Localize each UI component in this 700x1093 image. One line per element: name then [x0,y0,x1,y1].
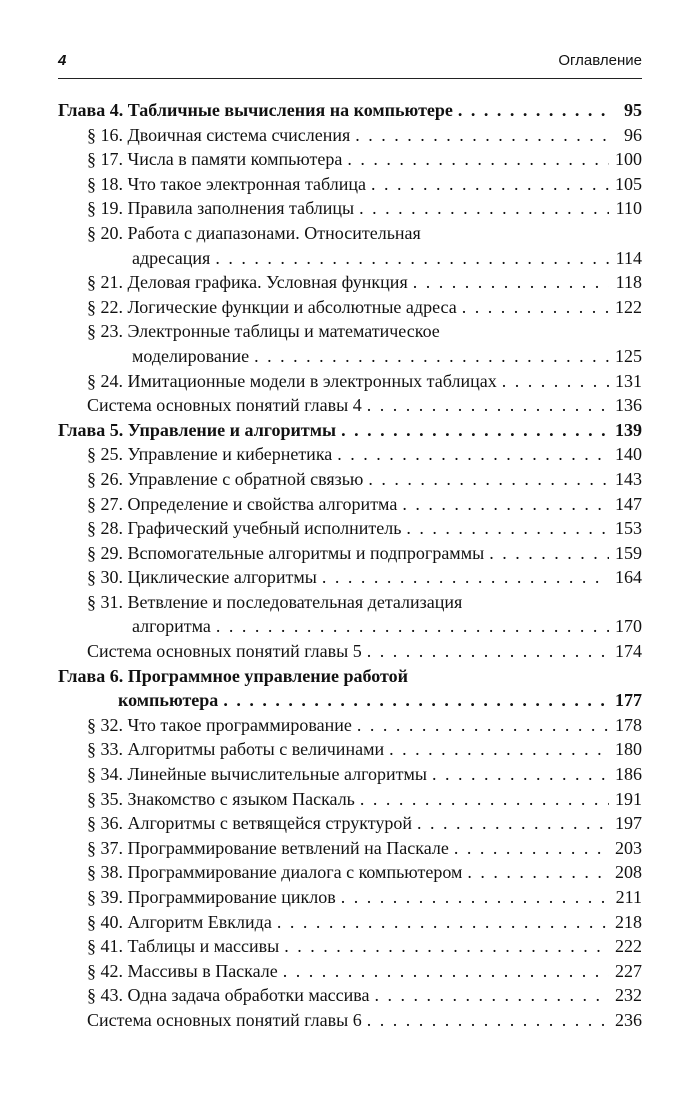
toc-entry-title: § 30. Циклические алгоритмы [87,567,317,588]
toc-entry-title: § 19. Правила заполнения таблицы [87,198,355,219]
dot-leader [322,565,609,590]
header-rule [58,78,642,79]
toc-entry-para [58,885,642,910]
dot-leader [458,98,609,123]
dot-leader [254,344,609,369]
toc-entry-title: § 34. Линейные вычислительные алгоритмы [87,764,428,785]
toc-entry-title: § 29. Вспомогательные алгоритмы и подпрограммы [87,542,485,563]
toc-entry-title: § 43. Одна задача обработки массива [87,985,370,1006]
toc-entry-title: § 18. Что такое электронная таблица [87,173,366,194]
toc-entry-para [58,270,642,295]
page-number: 4 [58,52,67,69]
toc-entry-title: § 22. Логические функции и абсолютные адреса [87,296,457,317]
dot-leader [368,467,609,492]
toc-entry-page-number: 125 [615,345,642,366]
toc-entry-title: § 25. Управление и кибернетика [87,444,333,465]
toc-entry-title: адресация [132,247,211,268]
toc-entry-para [58,221,642,270]
toc-entry-title: § 35. Знакомство с языком Паскаль [87,788,355,809]
dot-leader [454,836,609,861]
toc-entry-para [58,836,642,861]
toc-entry-para [58,860,642,885]
toc-entry-page-number: 170 [615,616,642,637]
toc-entry-page-number: 147 [615,493,642,514]
table-of-contents [58,98,642,1033]
toc-entry-para [58,295,642,320]
running-title: Оглавление [558,52,642,69]
toc-entry-page-number: 227 [615,960,642,981]
dot-leader [359,196,609,221]
toc-entry-title: § 40. Алгоритм Евклида [87,911,272,932]
toc-entry-title: § 24. Имитационные модели в электронных таблицах [87,370,497,391]
toc-entry-para [58,319,642,368]
dot-leader [502,369,609,394]
toc-entry-title: § 17. Числа в памяти компьютера [87,149,343,170]
toc-entry-para [58,541,642,566]
toc-entry-page-number: 177 [615,690,642,711]
toc-entry-title: § 38. Программирование диалога с компьютером [87,862,463,883]
dot-leader [337,442,609,467]
dot-leader [467,860,609,885]
toc-entry-title: § 39. Программирование циклов [87,887,336,907]
toc-entry-title: Система основных понятий главы 4 [87,395,362,416]
toc-entry-page-number: 180 [615,739,642,760]
dot-leader [375,983,609,1008]
toc-entry-page-number: 197 [615,813,642,834]
toc-entry-para [58,565,642,590]
dot-leader [417,811,609,836]
toc-entry-page-number: 96 [624,124,642,145]
toc-entry-para [58,442,642,467]
toc-entry-title: § 20. Работа с диапазонами. Относительная [87,222,421,243]
toc-entry-page-number: 186 [615,764,642,785]
toc-entry-title: § 33. Алгоритмы работы с величинами [87,739,385,760]
toc-entry-title: Глава 6. Программное управление работой [58,665,409,686]
toc-entry-para [58,196,642,221]
toc-entry-para [58,516,642,541]
toc-entry-page-number: 100 [615,149,642,170]
toc-entry-page-number: 105 [615,173,642,194]
toc-entry-page-number: 174 [615,641,642,662]
dot-leader [406,516,609,541]
toc-entry-page-number: 95 [624,100,642,120]
toc-entry-para [58,934,642,959]
dot-leader [402,492,609,517]
dot-leader [347,147,609,172]
toc-entry-para [58,762,642,787]
toc-entry-para [58,787,642,812]
toc-entry-para [58,737,642,762]
dot-leader [367,393,609,418]
toc-entry-page-number: 191 [615,788,642,809]
toc-entry-title: Глава 5. Управление и алгоритмы [58,419,337,440]
toc-entry-page-number: 122 [615,296,642,317]
dot-leader [489,541,609,566]
toc-entry-para [58,910,642,935]
dot-leader [367,639,609,664]
toc-entry-title: § 23. Электронные таблицы и математическое [87,321,440,342]
toc-entry-title: компьютера [118,690,219,711]
toc-entry-title: § 27. Определение и свойства алгоритма [87,493,398,514]
toc-entry-para [58,492,642,517]
page-header [58,52,642,72]
toc-entry-summary [58,1008,642,1033]
dot-leader [283,959,609,984]
toc-entry-page-number: 178 [615,714,642,735]
dot-leader [341,885,609,910]
dot-leader [389,737,609,762]
toc-entry-page-number: 153 [615,518,642,539]
toc-entry-para [58,811,642,836]
toc-entry-title: § 21. Деловая графика. Условная функция [87,272,408,293]
dot-leader [215,246,609,271]
toc-entry-page-number: 159 [615,542,642,563]
toc-entry-title: § 26. Управление с обратной связью [87,468,364,489]
toc-entry-chapter [58,418,642,443]
dot-leader [371,172,609,197]
toc-entry-title: моделирование [132,345,250,366]
toc-entry-para [58,147,642,172]
toc-entry-title: Система основных понятий главы 5 [87,641,362,662]
toc-entry-title: Глава 4. Табличные вычисления на компьютере [58,100,453,120]
toc-entry-page-number: 140 [615,444,642,465]
dot-leader [432,762,609,787]
toc-entry-title: § 32. Что такое программирование [87,714,352,735]
toc-entry-chapter [58,664,642,713]
toc-entry-page-number: 222 [615,936,642,957]
toc-entry-summary [58,393,642,418]
toc-entry-page-number: 143 [615,468,642,489]
toc-entry-para [58,369,642,394]
toc-entry-page-number: 208 [615,862,642,883]
toc-entry-title: § 28. Графический учебный исполнитель [87,518,402,539]
toc-entry-title: § 36. Алгоритмы с ветвящейся структурой [87,813,413,834]
toc-entry-title: § 42. Массивы в Паскале [87,960,278,981]
dot-leader [357,713,609,738]
toc-entry-page-number: 110 [615,198,642,219]
toc-entry-page-number: 139 [615,419,642,440]
toc-entry-para [58,713,642,738]
toc-entry-para [58,959,642,984]
dot-leader [413,270,609,295]
toc-entry-page-number: 203 [615,837,642,858]
dot-leader [216,614,609,639]
toc-entry-title: § 37. Программирование ветвлений на Паскале [87,837,449,858]
dot-leader [284,934,609,959]
dot-leader [223,688,609,713]
toc-entry-page-number: 211 [615,887,642,907]
dot-leader [367,1008,609,1033]
toc-entry-chapter [58,98,642,123]
toc-entry-title: § 41. Таблицы и массивы [87,936,280,957]
toc-entry-para [58,983,642,1008]
toc-entry-page-number: 118 [615,272,642,293]
toc-entry-page-number: 236 [615,1009,642,1030]
dot-leader [341,418,609,443]
dot-leader [355,123,609,148]
toc-entry-para [58,467,642,492]
toc-entry-para [58,590,642,639]
toc-entry-page-number: 131 [615,370,642,391]
toc-entry-title: Система основных понятий главы 6 [87,1009,362,1030]
toc-entry-title: § 16. Двоичная система счисления [87,124,351,145]
dot-leader [360,787,609,812]
toc-entry-title: § 31. Ветвление и последовательная детализация [87,591,463,612]
toc-entry-page-number: 232 [615,985,642,1006]
dot-leader [462,295,609,320]
dot-leader [277,910,609,935]
toc-entry-page-number: 114 [615,247,642,268]
toc-entry-title: алгоритма [132,616,211,637]
toc-entry-summary [58,639,642,664]
toc-entry-page-number: 218 [615,911,642,932]
toc-entry-page-number: 164 [615,567,642,588]
toc-entry-para [58,172,642,197]
toc-entry-page-number: 136 [615,395,642,416]
toc-entry-para [58,123,642,148]
